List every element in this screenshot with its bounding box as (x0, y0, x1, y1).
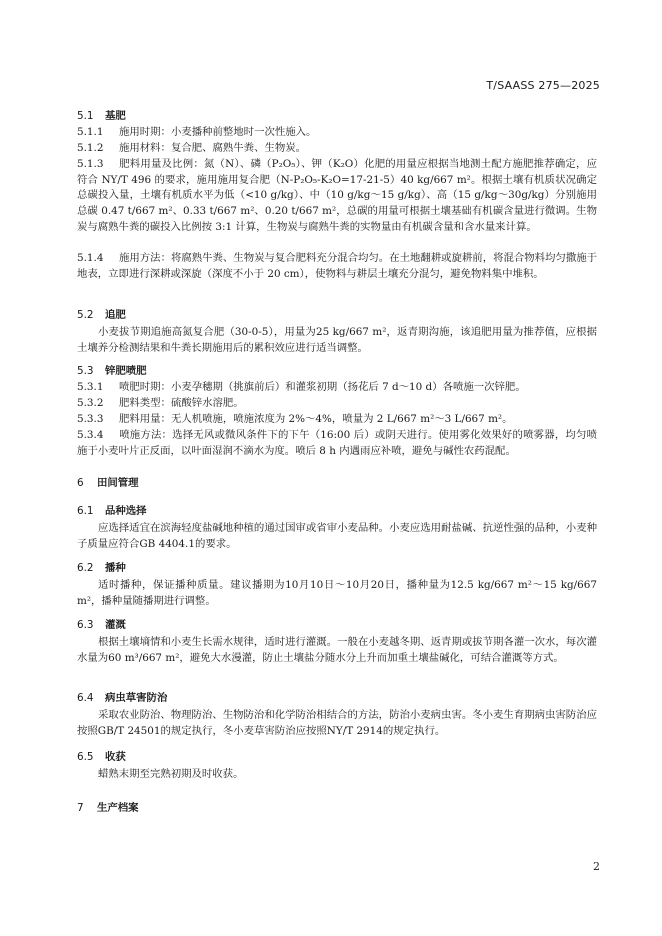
chapter-number: 7 (77, 802, 84, 814)
section-number: 6.5 (77, 751, 94, 763)
clause-number: 5.1.4 (77, 252, 104, 264)
clause-number: 5.1.2 (77, 142, 104, 154)
chapter-number: 6 (77, 477, 84, 489)
section-5-2-heading (77, 306, 126, 321)
section-5-1-heading (77, 107, 126, 122)
clause-text: 肥料用量及比例：氮（N）、磷（P₂O₅）、钾（K₂O）化肥的用量应根据当地测土配方施肥推荐确定，应符合 NY/T 496 的要求，施用施用复合肥（N-P₂O₅-K₂O=17-21-5）40 kg/667 m²。根据土壤有机质状况确定总碳投入量，土壤有机质水平为低（<10 g/kg）、中（10 g/kg～15 g/kg）、高（15 g/kg～30g/kg）分别施用总碳 0.47 t/667 m²、0.33 t/667 m²、0.20 t/667 m²，总碳的用量可根据土壤基础有机碳含量进行微调。生物炭与腐熟牛粪的碳投入比例按 3:1 计算，生物炭与腐熟牛粪的实物量由有机碳含量和含水量来计算。 (77, 158, 597, 233)
section-title: 收获 (105, 751, 126, 763)
section-number: 6.3 (77, 619, 94, 631)
page-number: 2 (593, 860, 600, 873)
clause-text: 喷肥时期：小麦孕穗期（挑旗前后）和灌浆初期（扬花后 7 d～10 d）各喷施一次锌肥。 (119, 381, 526, 393)
clause-number: 5.3.4 (77, 429, 104, 441)
clause-5-3-3 (77, 412, 597, 428)
section-number: 6.2 (77, 562, 94, 574)
section-title: 基肥 (105, 110, 126, 122)
clause-number: 5.1.1 (77, 126, 104, 138)
section-6-4-body: 采取农业防治、物理防治、生物防治和化学防治相结合的方法，防治小麦病虫害。冬小麦生育期病虫害防治应按照GB/T 24501的规定执行，冬小麦草害防治应按照NY/T 2914的规定执行。 (77, 709, 597, 737)
clause-number: 5.3.3 (77, 413, 104, 425)
section-title: 品种选择 (105, 505, 147, 517)
section-number: 6.1 (77, 505, 94, 517)
section-title: 灌溉 (105, 619, 126, 631)
clause-5-3-4 (77, 428, 597, 459)
clause-5-1-1 (77, 125, 597, 141)
clause-number: 5.3.2 (77, 397, 104, 409)
section-6-5-heading (77, 748, 126, 763)
section-number: 5.1 (77, 110, 94, 122)
section-6-1-heading (77, 502, 147, 517)
clause-5-3-2 (77, 396, 597, 412)
section-title: 锌肥喷肥 (105, 365, 147, 377)
clause-number: 5.1.3 (77, 158, 104, 170)
chapter-6-heading (77, 474, 139, 489)
section-6-4-heading (77, 689, 167, 704)
section-6-3-body: 根据土壤墒情和小麦生长需水规律，适时进行灌溉。一般在小麦越冬期、返青期或拔节期各灌一次水，每次灌水量为60 m³/667 m²，避免大水漫灌，防止土壤盐分随水分上升而加重土壤盐碱化，可结合灌溉等方式。 (77, 636, 597, 664)
clause-number: 5.3.1 (77, 381, 104, 393)
clause-5-1-3 (77, 157, 597, 236)
clause-5-3-1 (77, 380, 597, 396)
clause-5-1-4 (77, 251, 597, 282)
section-title: 追肥 (105, 309, 126, 321)
section-title: 播种 (105, 562, 126, 574)
chapter-title: 田间管理 (97, 477, 139, 489)
clause-text: 肥料类型：硫酸锌水溶肥。 (119, 397, 244, 409)
section-6-3-heading (77, 616, 126, 631)
section-6-5-body: 蜡熟末期至完熟初期及时收获。 (98, 768, 244, 780)
clause-5-1-2 (77, 141, 597, 157)
chapter-7-heading (77, 799, 139, 814)
section-5-2-body: 小麦拔节期追施高氮复合肥（30-0-5），用量为25 kg/667 m²，返青期沟施，该追肥用量为推荐值，应根据土壤养分检测结果和牛粪长期施用后的累积效应进行适当调整。 (77, 326, 597, 354)
clause-text: 肥料用量：无人机喷施，喷施浓度为 2%～4%，喷量为 2 L/667 m²～3 L/667 m²。 (119, 413, 513, 425)
standard-code-header: T/SAASS 275—2025 (486, 79, 600, 92)
clause-text: 施用时期：小麦播种前整地时一次性施入。 (119, 126, 317, 138)
section-title: 病虫草害防治 (105, 692, 168, 704)
section-6-1-body: 应选择适宜在滨海轻度盐碱地种植的通过国审或省审小麦品种。小麦应选用耐盐碱、抗逆性强的品种，小麦种子质量应符合GB 4404.1的要求。 (77, 522, 597, 550)
section-5-3-heading (77, 362, 147, 377)
section-number: 5.3 (77, 365, 94, 377)
clause-text: 施用方法：将腐熟牛粪、生物炭与复合肥料充分混合均匀。在土地翻耕或旋耕前，将混合物料均匀撒施于地表，立即进行深耕或深旋（深度不小于 20 cm），使物料与耕层土壤充分混匀，避免物料集中堆积。 (77, 252, 597, 280)
chapter-title: 生产档案 (97, 802, 139, 814)
section-6-2-body: 适时播种，保证播种质量。建议播期为10月10日～10月20日，播种量为12.5 kg/667 m²～15 kg/667 m²，播种量随播期进行调整。 (77, 579, 597, 607)
section-number: 5.2 (77, 309, 94, 321)
section-6-2-heading (77, 559, 126, 574)
section-number: 6.4 (77, 692, 94, 704)
clause-text: 施用材料：复合肥、腐熟牛粪、生物炭。 (119, 142, 307, 154)
clause-text: 喷施方法：选择无风或微风条件下的下午（16:00 后）或阴天进行。使用雾化效果好的喷雾器，均匀喷施于小麦叶片正反面，以叶面湿润不滴水为度。喷后 8 h 内遇雨应补喷，避免与碱性农药混配。 (77, 429, 597, 457)
